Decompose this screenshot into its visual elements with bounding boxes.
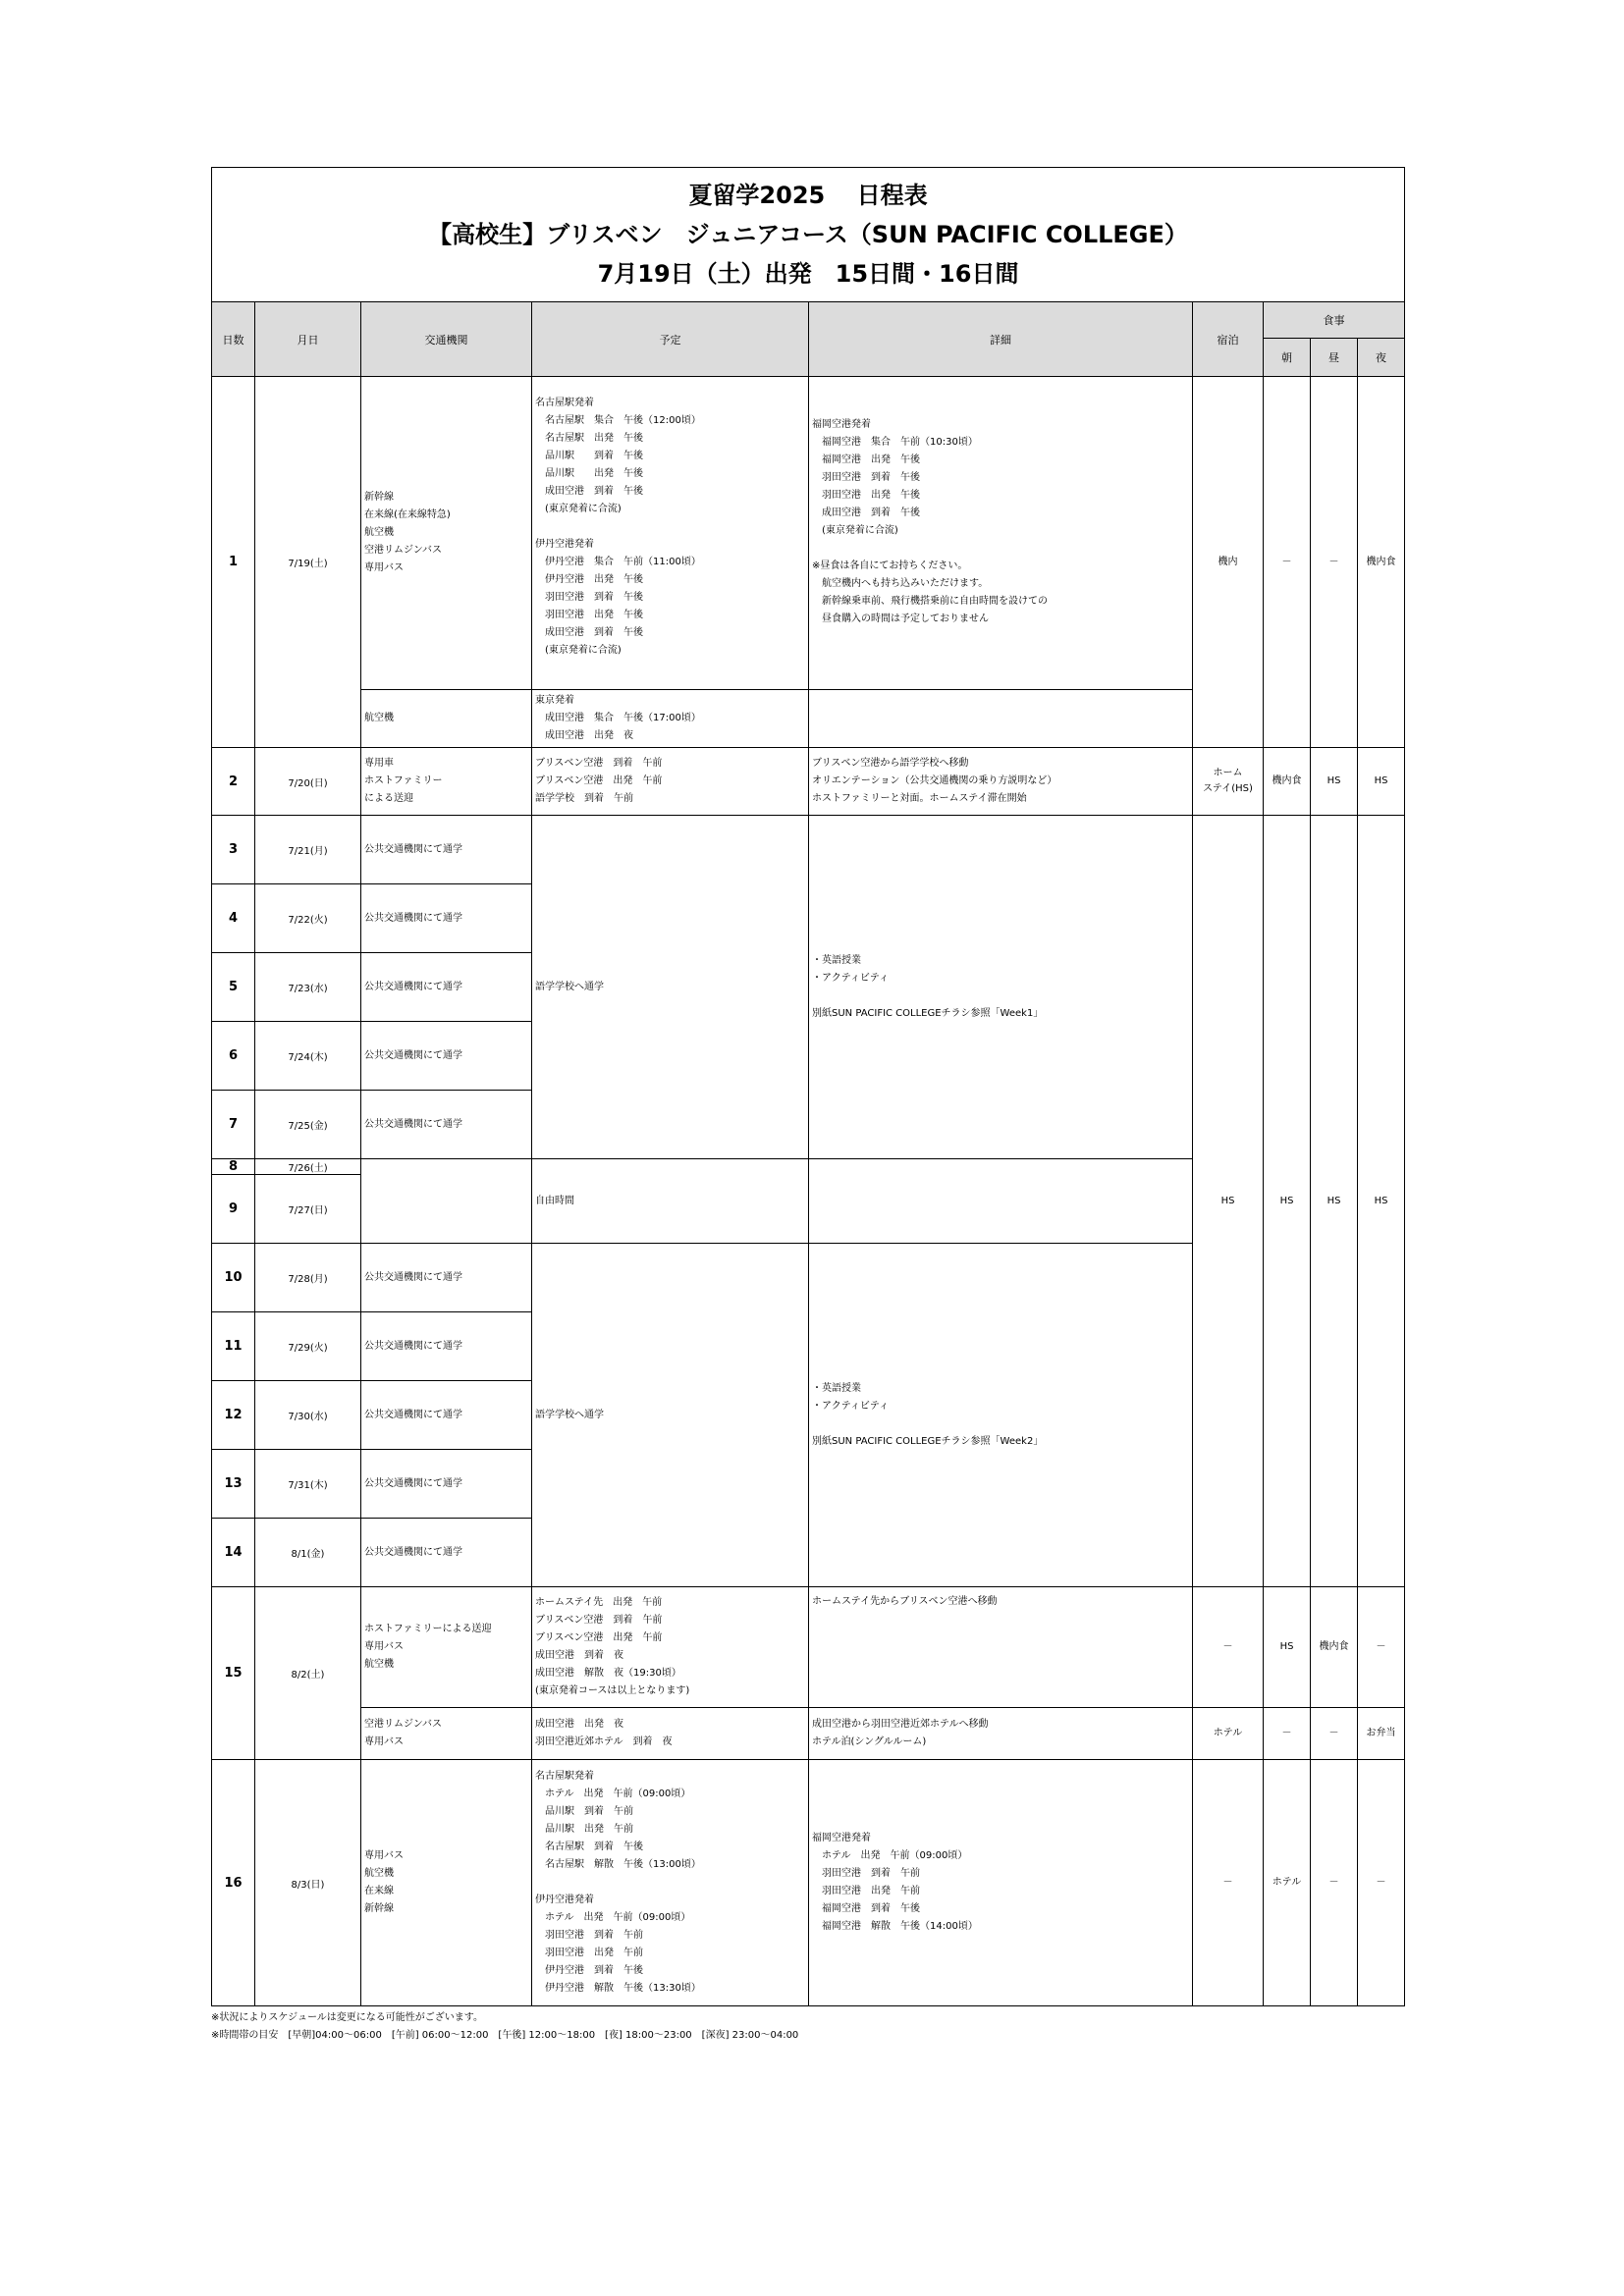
day-number: 5 xyxy=(212,953,255,1022)
text-line xyxy=(812,540,1189,558)
header-stay: 宿泊 xyxy=(1193,302,1264,377)
stay: － xyxy=(1193,1587,1264,1708)
table-row xyxy=(212,1587,1405,1708)
text-line: 専用バス xyxy=(364,1850,404,1861)
lunch: 機内食 xyxy=(1311,1587,1358,1708)
text-line: ホストファミリーによる送迎 xyxy=(364,1624,492,1634)
transport: 公共交通機関にて通学 xyxy=(361,1244,532,1312)
transport: 公共交通機関にて通学 xyxy=(361,1312,532,1381)
detail-weekend-empty xyxy=(809,1159,1193,1244)
day-number: 16 xyxy=(212,1760,255,2006)
day-number: 15 xyxy=(212,1587,255,1760)
lunch-hs: HS xyxy=(1311,816,1358,1587)
stay: － xyxy=(1193,1760,1264,2006)
date: 7/29(火) xyxy=(255,1312,361,1381)
breakfast-2: － xyxy=(1264,1708,1311,1760)
detail-2 xyxy=(809,1708,1193,1760)
text-line: ブリスベン空港 到着 午前 xyxy=(535,1615,663,1626)
text-line: 羽田空港 出発 午前 xyxy=(812,1886,920,1896)
text-line: 名古屋駅 出発 午後 xyxy=(535,433,643,444)
text-line: 名古屋駅 解散 午後（13:00頃） xyxy=(535,1859,701,1870)
stay-hs: HS xyxy=(1193,816,1264,1587)
breakfast: 機内食 xyxy=(1264,748,1311,816)
plan-weekend: 自由時間 xyxy=(532,1159,809,1244)
day-number: 7 xyxy=(212,1091,255,1159)
text-line: ・英語授業 xyxy=(812,1382,861,1394)
text-line: ホテル 出発 午前（09:00頃） xyxy=(812,1850,968,1861)
text-line: 空港リムジンバス xyxy=(364,1719,443,1730)
lunch-2: － xyxy=(1311,1708,1358,1760)
text-line: 航空機内へも持ち込みいただけます。 xyxy=(812,578,989,589)
text-line: 品川駅 到着 午前 xyxy=(535,1806,633,1817)
transport: 公共交通機関にて通学 xyxy=(361,1381,532,1450)
plan-week1: 語学学校へ通学 xyxy=(532,816,809,1159)
day-number: 10 xyxy=(212,1244,255,1312)
text-line: 羽田空港 到着 午後 xyxy=(535,592,643,603)
dinner: － xyxy=(1358,1587,1405,1708)
transport xyxy=(361,748,532,816)
transport: 公共交通機関にて通学 xyxy=(361,1022,532,1091)
text-line: 名古屋駅 到着 午後 xyxy=(535,1842,643,1852)
schedule-document xyxy=(211,167,1404,2045)
text-line: (東京発着に合流) xyxy=(535,645,622,656)
dinner-2: お弁当 xyxy=(1358,1708,1405,1760)
text-line: ・アクティビティ xyxy=(812,972,890,984)
text-line: 伊丹空港 集合 午前（11:00頃） xyxy=(535,557,701,567)
text-line: 航空機 xyxy=(364,1659,394,1670)
text-line: 専用車 xyxy=(364,758,394,769)
text-line: (東京発着に合流) xyxy=(812,525,898,536)
text-line: 成田空港 集合 午後（17:00頃） xyxy=(535,713,701,723)
header-plan: 予定 xyxy=(532,302,809,377)
title-block xyxy=(212,168,1405,302)
transport: 公共交通機関にて通学 xyxy=(361,884,532,953)
text-line: 福岡空港発着 xyxy=(812,1833,871,1843)
transport: 公共交通機関にて通学 xyxy=(361,1450,532,1519)
text-line: 語学学校 到着 午前 xyxy=(535,793,633,804)
stay: 機内 xyxy=(1193,377,1264,748)
day-number: 13 xyxy=(212,1450,255,1519)
lunch: HS xyxy=(1311,748,1358,816)
transport xyxy=(361,1587,532,1708)
text-line: 羽田空港 出発 午後 xyxy=(812,490,920,501)
text-line: 専用バス xyxy=(364,1736,404,1747)
plan xyxy=(532,1760,809,2006)
day-number: 14 xyxy=(212,1519,255,1587)
text-line: オリエンテーション（公共交通機関の乗り方説明など） xyxy=(812,775,1057,786)
lunch: － xyxy=(1311,1760,1358,2006)
title-line-3: 7月19日（土）出発 15日間・16日間 xyxy=(597,260,1019,288)
detail: ホームステイ先からブリスベン空港へ移動 xyxy=(809,1587,1193,1708)
plan xyxy=(532,1587,809,1708)
lunch: － xyxy=(1311,377,1358,748)
stay xyxy=(1193,748,1264,816)
transport-2: 航空機 xyxy=(361,690,532,748)
dinner-hs: HS xyxy=(1358,816,1405,1587)
header-meals: 食事 xyxy=(1264,302,1405,339)
date: 7/26(土) xyxy=(255,1159,361,1175)
footnote-time-guide: ※時間帯の目安 [早朝]04:00～06:00 [午前] 06:00～12:00 [午後] 12:00～18:00 [夜] 18:00～23:00 [深夜] 23:00～04:00 xyxy=(211,2030,799,2041)
transport xyxy=(361,1760,532,2006)
text-line: ブリスベン空港 出発 午前 xyxy=(535,775,663,786)
date: 7/31(木) xyxy=(255,1450,361,1519)
text-line: 専用バス xyxy=(364,1641,404,1652)
text-line: ※昼食は各自にてお持ちください。 xyxy=(812,561,968,571)
text-line: 成田空港 解散 夜（19:30頃） xyxy=(535,1668,681,1679)
table-row xyxy=(212,1760,1405,2006)
text-line: 昼食購入の時間は予定しておりません xyxy=(812,614,989,624)
text-line: ホテル 出発 午前（09:00頃） xyxy=(535,1912,691,1923)
plan xyxy=(532,748,809,816)
date: 8/3(日) xyxy=(255,1760,361,2006)
text-line: 名古屋駅 集合 午後（12:00頃） xyxy=(535,415,701,426)
text-line: 福岡空港発着 xyxy=(812,419,871,430)
day-number: 11 xyxy=(212,1312,255,1381)
date: 8/2(土) xyxy=(255,1587,361,1760)
header-transport: 交通機関 xyxy=(361,302,532,377)
text-line: ・英語授業 xyxy=(812,954,861,966)
text-line: 成田空港 出発 夜 xyxy=(535,730,633,741)
text-line: ブリスベン空港 出発 午前 xyxy=(535,1632,663,1643)
text-line: 新幹線乗車前、飛行機搭乗前に自由時間を設けての xyxy=(812,596,1048,607)
text-line: ホームステイ先 出発 午前 xyxy=(535,1597,663,1608)
text-line xyxy=(812,1415,1189,1433)
table-row-sub xyxy=(212,1708,1405,1760)
table-row xyxy=(212,748,1405,816)
detail-week1 xyxy=(809,816,1193,1159)
text-line: (東京発着コースは以上となります) xyxy=(535,1685,690,1696)
text-line xyxy=(535,1874,805,1892)
header-dinner: 夜 xyxy=(1358,339,1405,377)
text-line xyxy=(812,988,1189,1005)
text-line: 新幹線 xyxy=(364,1903,394,1914)
text-line: 成田空港 到着 午後 xyxy=(812,507,920,518)
date: 7/20(日) xyxy=(255,748,361,816)
plan-2 xyxy=(532,690,809,748)
date: 7/27(日) xyxy=(255,1175,361,1244)
text-line: (東京発着に合流) xyxy=(535,504,622,514)
text-line xyxy=(535,518,805,536)
transport-weekend-empty xyxy=(361,1159,532,1244)
text-line: 羽田空港 到着 午後 xyxy=(812,472,920,483)
text-line: 品川駅 出発 午前 xyxy=(535,1824,633,1835)
day-number: 12 xyxy=(212,1381,255,1450)
table-row xyxy=(212,377,1405,690)
text-line: 成田空港 到着 午後 xyxy=(535,486,643,497)
header-breakfast: 朝 xyxy=(1264,339,1311,377)
text-line: 別紙SUN PACIFIC COLLEGEチラシ参照「Week1」 xyxy=(812,1007,1044,1019)
table-row xyxy=(212,816,1405,884)
title-line-1: 夏留学2025 日程表 xyxy=(688,182,928,209)
day-number: 8 xyxy=(212,1159,255,1175)
text-line: 成田空港 到着 午後 xyxy=(535,627,643,638)
date: 7/25(金) xyxy=(255,1091,361,1159)
detail-week2 xyxy=(809,1244,1193,1587)
date: 7/30(水) xyxy=(255,1381,361,1450)
text-line: による送迎 xyxy=(364,793,413,804)
text-line: 品川駅 出発 午後 xyxy=(535,468,643,479)
stay-2: ホテル xyxy=(1193,1708,1264,1760)
date: 7/24(木) xyxy=(255,1022,361,1091)
date: 7/28(月) xyxy=(255,1244,361,1312)
breakfast-hs: HS xyxy=(1264,816,1311,1587)
text-line: ブリスベン空港から語学学校へ移動 xyxy=(812,758,969,769)
detail-2-empty xyxy=(809,690,1193,748)
text-line: 伊丹空港発着 xyxy=(535,539,594,550)
detail xyxy=(809,377,1193,690)
dinner: 機内食 xyxy=(1358,377,1405,748)
text-line: 伊丹空港 出発 午後 xyxy=(535,574,643,585)
plan-week2: 語学学校へ通学 xyxy=(532,1244,809,1587)
text-line: 専用バス xyxy=(364,562,404,573)
breakfast: － xyxy=(1264,377,1311,748)
day-number: 4 xyxy=(212,884,255,953)
text-line: ホテル 出発 午前（09:00頃） xyxy=(535,1789,691,1799)
date: 7/23(水) xyxy=(255,953,361,1022)
text-line: 在来線(在来線特急) xyxy=(364,509,451,520)
title-line-2: 【高校生】ブリスベン ジュニアコース（SUN PACIFIC COLLEGE） xyxy=(428,221,1188,248)
text-line: 羽田空港近郊ホテル 到着 夜 xyxy=(535,1736,673,1747)
plan xyxy=(532,377,809,690)
text-line: 新幹線 xyxy=(364,492,394,503)
text-line: 福岡空港 解散 午後（14:00頃） xyxy=(812,1921,978,1932)
footnotes xyxy=(211,2009,1404,2045)
transport: 公共交通機関にて通学 xyxy=(361,1091,532,1159)
header-date: 月日 xyxy=(255,302,361,377)
text-line: 伊丹空港 解散 午後（13:30頃） xyxy=(535,1983,701,1994)
text-line: 羽田空港 出発 午後 xyxy=(535,610,643,620)
text-line: 品川駅 到着 午後 xyxy=(535,451,643,461)
text-line: 福岡空港 集合 午前（10:30頃） xyxy=(812,437,978,448)
text-line: ステイ(HS) xyxy=(1203,783,1253,794)
day-number: 2 xyxy=(212,748,255,816)
transport: 公共交通機関にて通学 xyxy=(361,953,532,1022)
date: 7/19(土) xyxy=(255,377,361,748)
schedule-table xyxy=(211,167,1405,2006)
text-line: 東京発着 xyxy=(535,695,574,706)
text-line: 航空機 xyxy=(364,1868,394,1879)
text-line: ホストファミリー xyxy=(364,775,443,786)
plan-2 xyxy=(532,1708,809,1760)
text-line: 福岡空港 出発 午後 xyxy=(812,454,920,465)
detail xyxy=(809,1760,1193,2006)
text-line: 羽田空港 出発 午前 xyxy=(535,1948,643,1958)
dinner: HS xyxy=(1358,748,1405,816)
text-line: 別紙SUN PACIFIC COLLEGEチラシ参照「Week2」 xyxy=(812,1435,1044,1447)
dinner: － xyxy=(1358,1760,1405,2006)
text-line: 福岡空港 到着 午後 xyxy=(812,1903,920,1914)
text-line: 羽田空港 到着 午前 xyxy=(812,1868,920,1879)
text-line: ・アクティビティ xyxy=(812,1400,890,1412)
header-lunch: 昼 xyxy=(1311,339,1358,377)
day-number: 1 xyxy=(212,377,255,748)
transport: 公共交通機関にて通学 xyxy=(361,816,532,884)
day-number: 6 xyxy=(212,1022,255,1091)
header-day: 日数 xyxy=(212,302,255,377)
text-line: 成田空港 出発 夜 xyxy=(535,1719,623,1730)
header-detail: 詳細 xyxy=(809,302,1193,377)
text-line: 伊丹空港 到着 午後 xyxy=(535,1965,643,1976)
text-line: ブリスベン空港 到着 午前 xyxy=(535,758,663,769)
text-line: 名古屋駅発着 xyxy=(535,398,594,408)
text-line: 羽田空港 到着 午前 xyxy=(535,1930,643,1941)
text-line: 在来線 xyxy=(364,1886,394,1896)
text-line: ホーム xyxy=(1213,768,1243,778)
footnote-schedule-change: ※状況によりスケジュールは変更になる可能性がございます。 xyxy=(211,2012,483,2023)
text-line: 伊丹空港発着 xyxy=(535,1895,594,1905)
text-line: 成田空港 到着 夜 xyxy=(535,1650,623,1661)
date: 7/22(火) xyxy=(255,884,361,953)
transport-2 xyxy=(361,1708,532,1760)
text-line: 空港リムジンバス xyxy=(364,545,443,556)
text-line: ホストファミリーと対面。ホームステイ滞在開始 xyxy=(812,793,1027,804)
text-line: 名古屋駅発着 xyxy=(535,1771,594,1782)
text-line: 航空機 xyxy=(364,527,394,538)
breakfast: HS xyxy=(1264,1587,1311,1708)
date: 8/1(金) xyxy=(255,1519,361,1587)
breakfast: ホテル xyxy=(1264,1760,1311,2006)
text-line: ホテル泊(シングルルーム) xyxy=(812,1736,927,1747)
detail xyxy=(809,748,1193,816)
transport: 公共交通機関にて通学 xyxy=(361,1519,532,1587)
text-line: 成田空港から羽田空港近郊ホテルへ移動 xyxy=(812,1719,989,1730)
transport xyxy=(361,377,532,690)
day-number: 3 xyxy=(212,816,255,884)
date: 7/21(月) xyxy=(255,816,361,884)
day-number: 9 xyxy=(212,1175,255,1244)
